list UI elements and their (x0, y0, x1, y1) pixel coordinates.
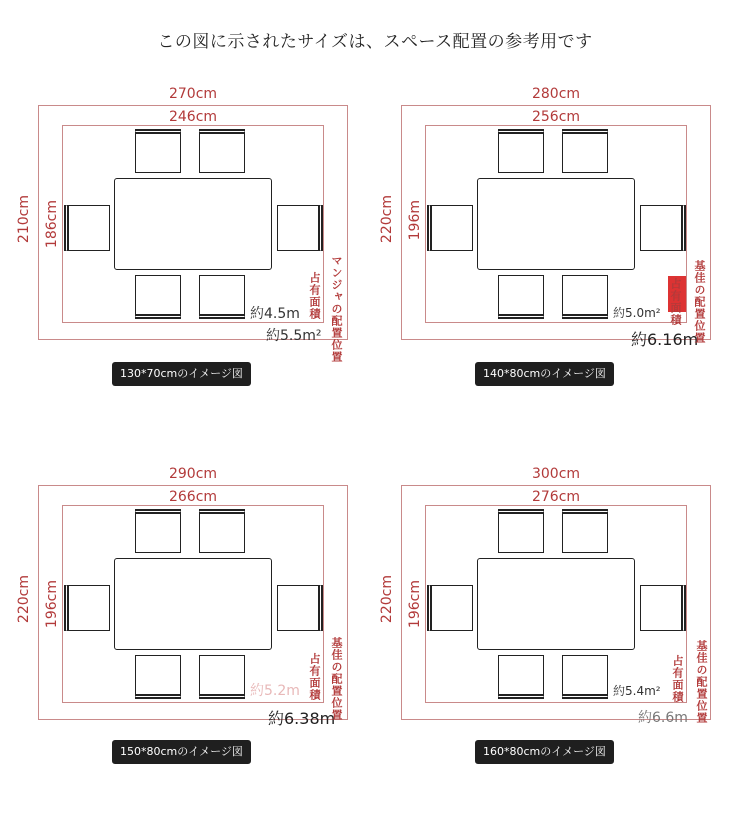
best-placement-label: 基佳の配置位置 (695, 640, 708, 724)
total-area-label: 約6.16m (631, 330, 699, 349)
table-area-label: 約5.4m² (613, 684, 661, 698)
chair-bottom-left (135, 655, 181, 699)
chair-left (64, 585, 110, 631)
layout-panel-150x80 (0, 380, 360, 758)
caption-label: 130*70cmのイメージ図 (112, 362, 251, 386)
occupied-area-label: 占有面積 (671, 655, 684, 703)
inner-width-label: 246cm (168, 109, 218, 125)
total-area-label: 約6.38m (268, 709, 336, 728)
chair-bottom-left (498, 655, 544, 699)
chair-right (277, 205, 323, 251)
best-placement-label: マンジャの配置位置 (330, 255, 343, 363)
chair-top-left (498, 129, 544, 173)
chair-right (277, 585, 323, 631)
chair-left (427, 585, 473, 631)
chair-top-right (199, 129, 245, 173)
table-area-label: 約4.5m (250, 306, 300, 322)
best-placement-label: 基佳の配置位置 (693, 260, 706, 344)
inner-width-label: 256cm (531, 109, 581, 125)
table-area-label: 約5.2m (250, 683, 300, 699)
outer-width-label: 280cm (531, 86, 581, 102)
chair-top-left (135, 509, 181, 553)
occupied-area-label: 占有面積 (669, 278, 682, 326)
chair-bottom-right (199, 275, 245, 319)
dining-table (114, 178, 272, 270)
chair-bottom-left (135, 275, 181, 319)
chair-top-left (498, 509, 544, 553)
chair-top-right (199, 509, 245, 553)
chair-top-right (562, 509, 608, 553)
table-area-label: 約5.0m² (613, 306, 661, 320)
occupied-area-label: 占有面積 (308, 272, 321, 320)
dining-table (114, 558, 272, 650)
total-area-label: 約5.5m² (266, 328, 322, 344)
outer-width-label: 270cm (168, 86, 218, 102)
outer-height-label: 220cm (16, 575, 32, 624)
caption-label: 160*80cmのイメージ図 (475, 740, 614, 764)
inner-width-label: 266cm (168, 489, 218, 505)
chair-bottom-right (199, 655, 245, 699)
inner-height-label: 196m (407, 200, 423, 241)
chair-bottom-right (562, 275, 608, 319)
layout-panel-130x70 (0, 0, 360, 380)
inner-height-label: 196cm (44, 580, 60, 629)
outer-height-label: 210cm (16, 195, 32, 244)
layout-panel-160x80 (363, 380, 723, 758)
dining-table (477, 178, 635, 270)
best-placement-label: 基佳の配置位置 (330, 637, 343, 721)
chair-left (64, 205, 110, 251)
outer-width-label: 300cm (531, 466, 581, 482)
chair-right (640, 585, 686, 631)
inner-height-label: 196cm (407, 580, 423, 629)
chair-bottom-right (562, 655, 608, 699)
chair-top-left (135, 129, 181, 173)
chair-bottom-left (498, 275, 544, 319)
dining-table (477, 558, 635, 650)
chair-left (427, 205, 473, 251)
caption-label: 150*80cmのイメージ図 (112, 740, 251, 764)
chair-right (640, 205, 686, 251)
occupied-area-label: 占有面積 (308, 653, 321, 701)
chair-top-right (562, 129, 608, 173)
outer-width-label: 290cm (168, 466, 218, 482)
caption-label: 140*80cmのイメージ図 (475, 362, 614, 386)
page-heading: この図に示されたサイズは、スペース配置の参考用です (157, 32, 593, 52)
total-area-label: 約6.6m (638, 710, 688, 726)
inner-width-label: 276cm (531, 489, 581, 505)
layout-panel-140x80 (363, 0, 723, 380)
outer-height-label: 220cm (379, 575, 395, 624)
outer-height-label: 220cm (379, 195, 395, 244)
inner-height-label: 186cm (44, 200, 60, 249)
